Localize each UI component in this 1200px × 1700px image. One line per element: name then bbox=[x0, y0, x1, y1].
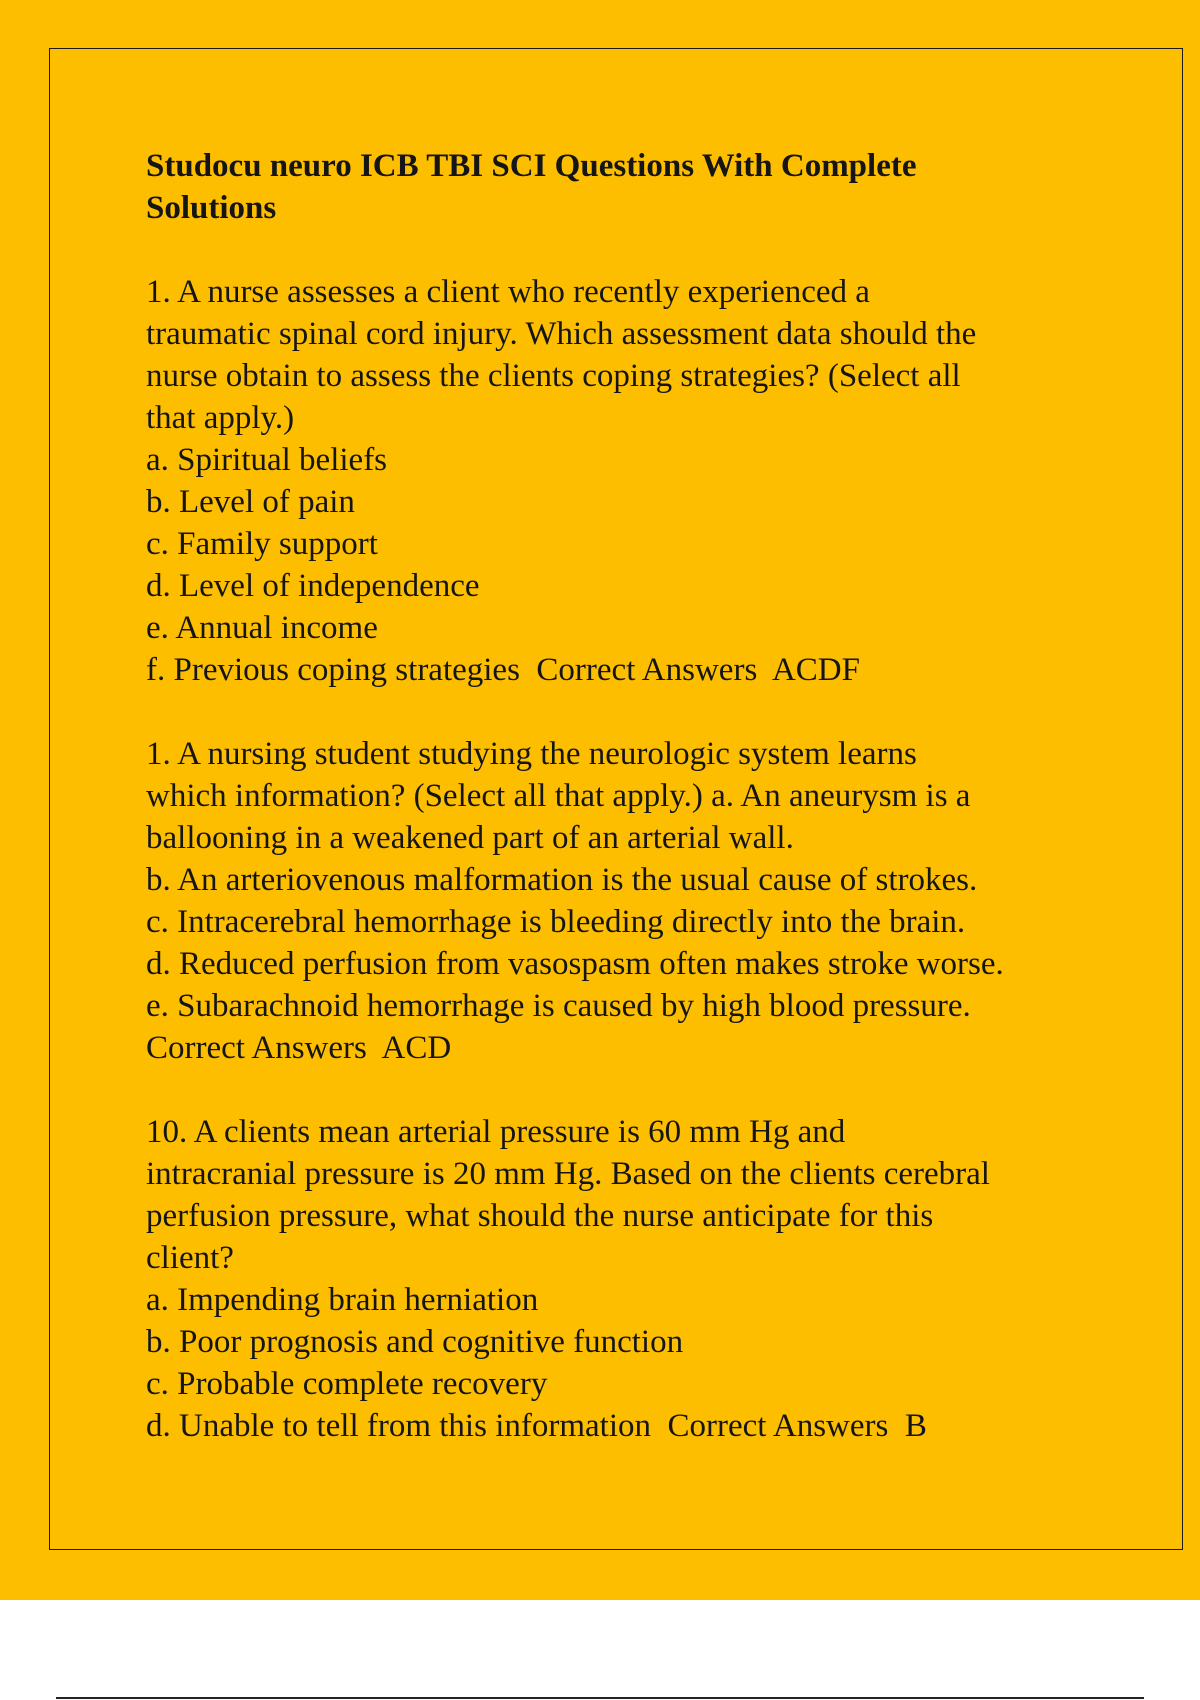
title-line: Studocu neuro ICB TBI SCI Questions With Complete bbox=[146, 148, 917, 184]
question-line: which information? (Select all that apply.) a. An aneurysm is a bbox=[146, 778, 971, 814]
question-line: 1. A nurse assesses a client who recently experienced a bbox=[146, 274, 870, 310]
answer-option: b. An arteriovenous malformation is the usual cause of strokes. bbox=[146, 862, 978, 898]
document-title bbox=[146, 145, 1106, 229]
answer-option: e. Subarachnoid hemorrhage is caused by high blood pressure. bbox=[146, 988, 971, 1024]
question-line: nurse obtain to assess the clients coping strategies? (Select all bbox=[146, 358, 961, 394]
answer-option: e. Annual income bbox=[146, 610, 378, 646]
answer-option: d. Level of independence bbox=[146, 568, 480, 604]
answer-option: c. Intracerebral hemorrhage is bleeding directly into the brain. bbox=[146, 904, 966, 940]
answer-option: c. Probable complete recovery bbox=[146, 1366, 548, 1402]
answer-option: b. Poor prognosis and cognitive function bbox=[146, 1324, 684, 1360]
question-line: 10. A clients mean arterial pressure is 60 mm Hg and bbox=[146, 1114, 846, 1150]
question-line: perfusion pressure, what should the nurse anticipate for this bbox=[146, 1198, 934, 1234]
question-line: that apply.) bbox=[146, 400, 295, 436]
question-block bbox=[146, 1111, 1106, 1447]
answer-option: b. Level of pain bbox=[146, 484, 355, 520]
question-block bbox=[146, 271, 1106, 691]
answer-option: a. Impending brain herniation bbox=[146, 1282, 539, 1318]
question-line: traumatic spinal cord injury. Which assessment data should the bbox=[146, 316, 977, 352]
answer-option-with-correct-answers: d. Unable to tell from this information Correct Answers B bbox=[146, 1408, 927, 1444]
title-line: Solutions bbox=[146, 190, 277, 226]
question-line: 1. A nursing student studying the neurologic system learns bbox=[146, 736, 917, 772]
document-content bbox=[146, 145, 1106, 1489]
answer-option: c. Family support bbox=[146, 526, 378, 562]
answer-option-with-correct-answers: f. Previous coping strategies Correct Answers ACDF bbox=[146, 652, 860, 688]
footer-divider bbox=[56, 1697, 1144, 1699]
answer-option: ballooning in a weakened part of an arterial wall. bbox=[146, 820, 794, 856]
question-line: client? bbox=[146, 1240, 234, 1276]
question-block bbox=[146, 733, 1106, 1069]
correct-answers: Correct Answers ACD bbox=[146, 1030, 452, 1066]
answer-option: d. Reduced perfusion from vasospasm often makes stroke worse. bbox=[146, 946, 1004, 982]
answer-option: a. Spiritual beliefs bbox=[146, 442, 388, 478]
question-line: intracranial pressure is 20 mm Hg. Based on the clients cerebral bbox=[146, 1156, 990, 1192]
